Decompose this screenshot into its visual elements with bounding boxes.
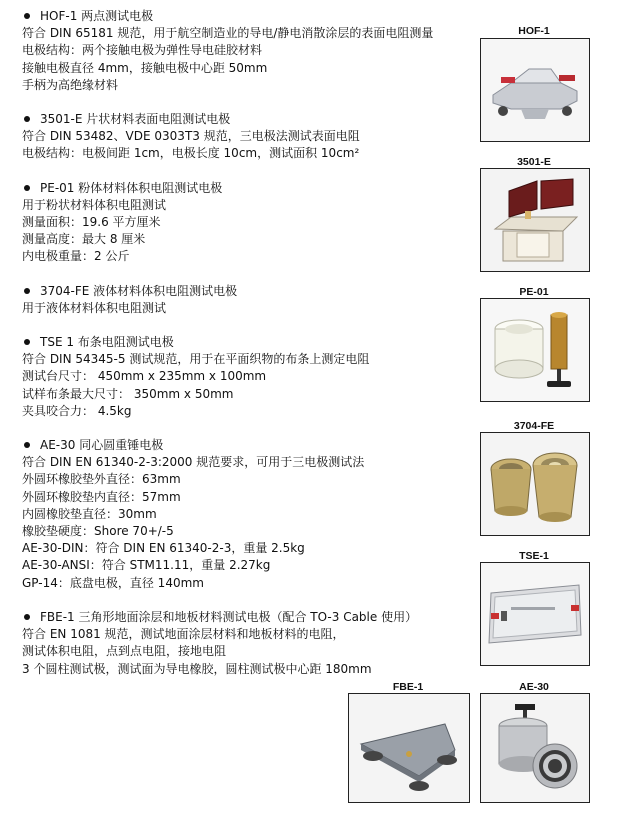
spec-line: 橡胶垫硬度：Shore 70+/-5 — [22, 524, 174, 539]
photo-label-ae-30: AE-30 — [519, 681, 549, 693]
product-title: TSE 1 布条电阻测试电极 — [40, 335, 174, 350]
spec-line: AE-30-DIN：符合 DIN EN 61340-2-3，重量 2.5kg — [22, 541, 305, 556]
product-list — [22, 8, 472, 678]
photo-pe-01 — [480, 298, 590, 402]
spec-line: 试样布条最大尺寸： 350mm x 50mm — [22, 386, 234, 401]
bullet-icon — [24, 13, 30, 19]
product-title: HOF-1 两点测试电极 — [40, 9, 154, 23]
spec-line: 测试台尺寸： 450mm x 235mm x 100mm — [22, 369, 267, 384]
photo-ae-30 — [480, 693, 590, 803]
spec-line: 夹具咬合力： 4.5kg — [22, 403, 132, 418]
spec-line: 符合 DIN 54345-5 测试规范，用于在平面织物的布条上测定电阻 — [22, 352, 370, 367]
spec-line: 测量高度：最大 8 厘米 — [22, 232, 146, 247]
photo-tse-1 — [480, 562, 590, 666]
product-hof-1 — [22, 8, 472, 94]
spec-line: 内电极重量：2 公斤 — [22, 249, 130, 264]
photo-fbe-1 — [348, 693, 470, 803]
spec-line: 外圆环橡胶垫内直径：57mm — [22, 489, 181, 504]
spec-line: 测量面积：19.6 平方厘米 — [22, 215, 161, 230]
photo-label-3704-fe: 3704-FE — [513, 420, 555, 432]
bullet-icon — [24, 442, 30, 448]
product-tse-1 — [22, 334, 472, 420]
spec-line: 外圆环橡胶垫外直径：63mm — [22, 472, 181, 487]
product-title: AE-30 同心圆重锤电极 — [40, 438, 164, 453]
spec-line: GP-14：底盘电极，直径 140mm — [22, 575, 204, 590]
bullet-icon — [24, 339, 30, 345]
spec-line: 电极结构：两个接触电极为弹性导电硅胶材料 — [22, 43, 263, 58]
photo-3704-fe — [480, 432, 590, 536]
bullet-icon — [24, 614, 30, 620]
spec-line: 3 个圆柱测试极，测试面为导电橡胶，圆柱测试极中心距 180mm — [22, 661, 372, 676]
spec-line: 用于液体材料体积电阻测试 — [22, 300, 167, 315]
spec-line: 内圆橡胶垫直径：30mm — [22, 506, 157, 521]
photo-label-tse-1: TSE-1 — [519, 550, 549, 562]
photo-hof-1 — [480, 38, 590, 142]
spec-line: 电极结构：电极间距 1cm，电极长度 10cm，测试面积 10cm² — [22, 146, 360, 161]
product-3501-e — [22, 111, 472, 163]
spec-line: 测试体积电阻，点到点电阻，接地电阻 — [22, 644, 227, 659]
product-pe-01 — [22, 180, 472, 266]
product-title: 3704-FE 液体材料体积电阻测试电极 — [40, 283, 238, 298]
photo-label-fbe-1: FBE-1 — [392, 681, 424, 693]
spec-line: 符合 DIN EN 61340-2-3:2000 规范要求，可用于三电极测试法 — [22, 455, 365, 470]
photo-label-3501-e: 3501-E — [517, 156, 551, 168]
photo-label-hof-1: HOF-1 — [518, 25, 550, 37]
bullet-icon — [24, 185, 30, 191]
spec-line: 符合 DIN 53482、VDE 0303T3 规范，三电极法测试表面电阻 — [22, 129, 360, 144]
bullet-icon — [24, 288, 30, 294]
product-title: 3501-E 片状材料表面电阻测试电极 — [40, 112, 231, 127]
spec-line: 用于粉状材料体积电阻测试 — [22, 197, 167, 212]
photo-3501-e — [480, 168, 590, 272]
spec-line: 手柄为高绝缘材料 — [22, 77, 119, 92]
product-ae-30 — [22, 437, 472, 592]
spec-line: 符合 DIN 65181 规范，用于航空制造业的导电/静电消散涂层的表面电阻测量 — [22, 26, 434, 41]
spec-line: AE-30-ANSI：符合 STM11.11，重量 2.27kg — [22, 558, 271, 573]
spec-line: 接触电极直径 4mm，接触电极中心距 50mm — [22, 60, 268, 75]
product-3704-fe — [22, 283, 472, 317]
bullet-icon — [24, 116, 30, 122]
photo-label-pe-01: PE-01 — [519, 286, 549, 298]
spec-line: 符合 EN 1081 规范，测试地面涂层材料和地板材料的电阻， — [22, 627, 345, 642]
product-fbe-1 — [22, 609, 472, 678]
product-title: FBE-1 三角形地面涂层和地板材料测试电极（配合 TO-3 Cable 使用） — [40, 609, 418, 624]
product-title: PE-01 粉体材料体积电阻测试电极 — [40, 180, 223, 195]
